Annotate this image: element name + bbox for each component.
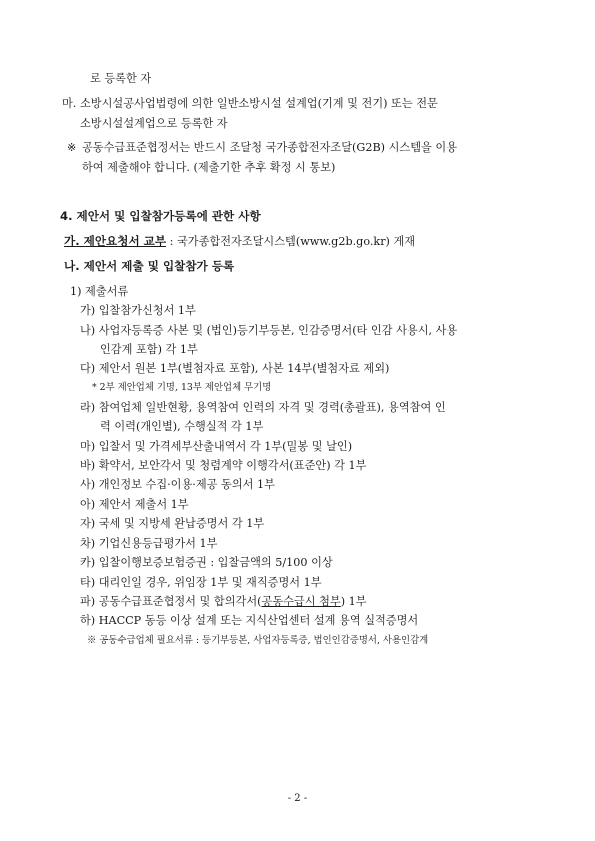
list-item: 가) 입찰참가신청서 1부 [80, 304, 196, 317]
list-item: 다) 제안서 원본 1부(별첨자료 포함), 사본 14부(별첨자료 제외) [80, 362, 390, 375]
list-item-continuation: 인감계 포함) 각 1부 [100, 343, 198, 356]
list-item: 자) 국세 및 지방세 완납증명서 각 1부 [80, 517, 265, 530]
list-item: 나) 사업자등록증 사본 및 (법인)등기부등본, 인감증명서(타 인감 사용시, 사용 [80, 324, 458, 337]
subsection-heading: 나. 제안서 제출 및 입찰참가 등록 [64, 259, 235, 273]
list-item: 타) 대리인일 경우, 위임장 1부 및 재직증명서 1부 [80, 576, 322, 589]
list-item-continuation: 력 이력(개인별), 수행실적 각 1부 [100, 420, 264, 433]
page-number: - 2 - [287, 793, 308, 804]
footnote: ※ 공동수급업체 필요서류 : 등기부등본, 사업자등록증, 법인인감증명서, 사용인감계 [87, 635, 429, 646]
list-item: 바) 확약서, 보안각서 및 청렴계약 이행각서(표준안) 각 1부 [80, 459, 367, 472]
list-item-text: 파) 공동수급표준협정서 및 합의각서( [80, 595, 262, 608]
list-item [80, 595, 367, 609]
text-line: 소방시설설계업으로 등록한 자 [80, 117, 228, 130]
text-line: 하여 제출해야 합니다. (제출기한 추후 확정 시 통보) [82, 161, 336, 174]
list-note: * 2부 제안업체 기명, 13부 제안업체 무기명 [92, 382, 272, 393]
text-line: 공동수급표준협정서는 반드시 조달청 국가종합전자조달(G2B) 시스템을 이용 [82, 141, 458, 154]
subsection-label: 가. 제안요청서 교부 [64, 234, 167, 248]
list-item: 카) 입찰이행보증보험증권 : 입찰금액의 5/100 이상 [80, 556, 333, 569]
list-item: 사) 개인정보 수집·이용·제공 동의서 1부 [80, 478, 275, 491]
list-item: 마) 입찰서 및 가격세부산출내역서 각 1부(밀봉 및 날인) [80, 440, 353, 453]
text-line: 소방시설공사업법령에 의한 일반소방시설 설계업(기계 및 전기) 또는 전문 [80, 97, 438, 110]
list-item: 아) 제안서 제출서 1부 [80, 498, 189, 511]
section-heading: 4. 제안서 및 입찰참가등록에 관한 사항 [60, 209, 261, 223]
list-item: 차) 기업신용등급평가서 1부 [80, 537, 218, 550]
note-marker: ※ [67, 141, 77, 154]
underlined-text: 공동수급시 첨부 [261, 595, 341, 608]
list-item: 라) 참여업체 일반현황, 용역참여 인력의 자격 및 경력(총괄표), 용역참여 인 [80, 401, 446, 414]
list-marker: 마. [62, 97, 77, 110]
list-item: 하) HACCP 동등 이상 설계 또는 지식산업센터 설계 용역 실적증명서 [80, 614, 419, 627]
subsection-text: : 국가종합전자조달시스템(www.g2b.go.kr) 게재 [169, 235, 416, 248]
text-line: 로 등록한 자 [90, 72, 152, 85]
subsection-line [64, 234, 415, 249]
list-item-text: ) 1부 [340, 595, 367, 608]
sub-heading: 1) 제출서류 [70, 285, 129, 298]
